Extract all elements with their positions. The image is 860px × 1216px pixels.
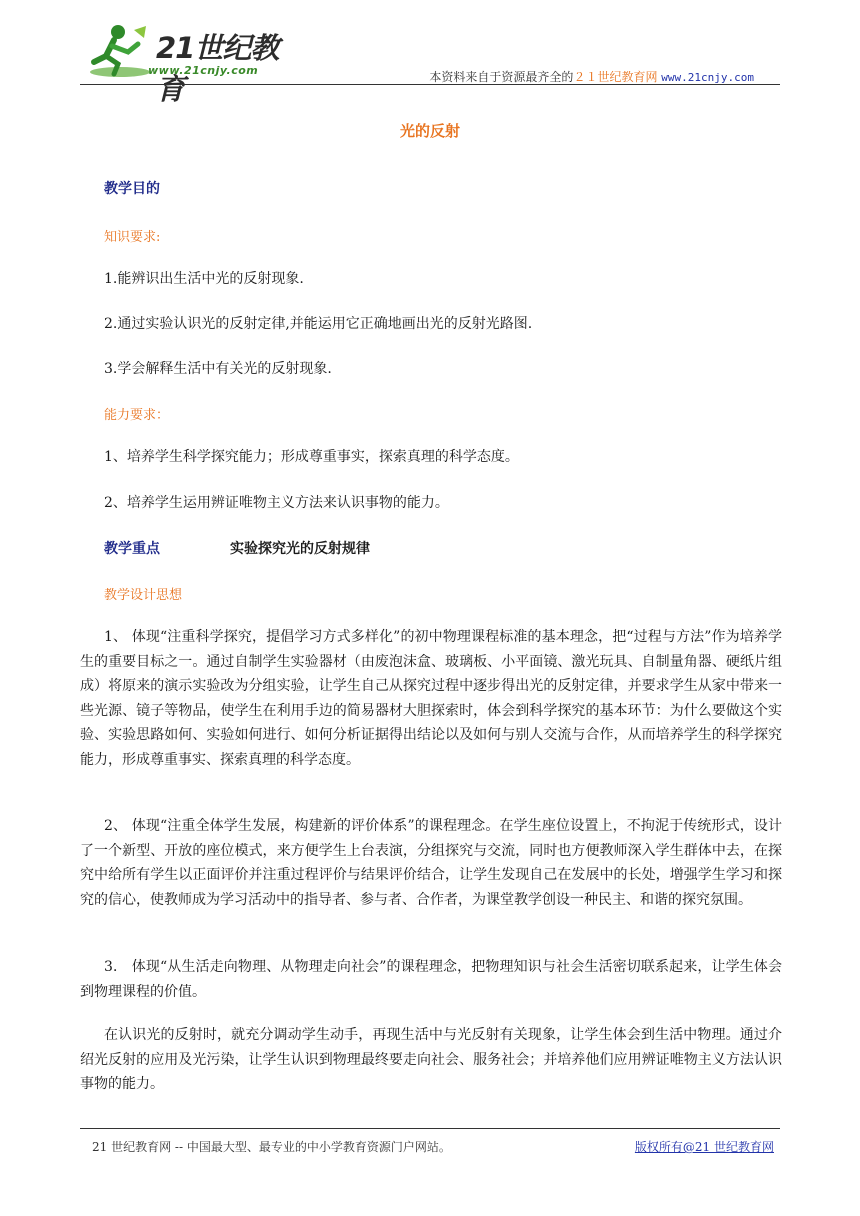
knowledge-item: 3.学会解释生活中有关光的反射现象. [104,361,332,377]
header-divider [80,84,780,85]
ability-heading: 能力要求： [104,408,170,423]
runner-logo-icon [84,22,154,82]
footer-text: 21 世纪教育网 -- 中国最大型、最专业的中小学教育资源门户网站。 [92,1140,451,1154]
footer-divider [80,1128,780,1129]
goal-heading: 教学目的 [104,181,160,197]
header-note-brand[interactable]: ２１世纪教育网 [573,70,658,84]
page-header [80,18,780,106]
knowledge-item: 1.能辨识出生活中光的反射现象. [104,271,304,287]
design-heading: 教学设计思想 [104,588,183,603]
logo-url: www.21cnjy.com [148,64,259,77]
focus-label: 教学重点 [104,541,160,557]
logo-text: 21世纪教育 [156,31,279,106]
header-note-url[interactable]: www.21cnjy.com [661,71,754,84]
copyright-link[interactable]: 版权所有@21 世纪教育网 [634,1140,774,1154]
design-paragraph: 3． 体现“从生活走向物理、从物理走向社会”的课程理念，把物理知识与社会生活密切联系起来，让学生体会到物理课程的价值。 [80,959,782,1000]
site-logo[interactable] [84,22,284,106]
header-note [429,68,754,85]
page-title: 光的反射 [399,122,460,140]
design-paragraph: 2、 体现“注重全体学生发展，构建新的评价体系”的课程理念。在学生座位设置上，不拘泥于传统形式，设计了一个新型、开放的座位模式，来方便学生上台表演，分组探究与交流，同时也方便教师深入学生群体中去，在探究中给所有学生以正面评价并注重过程评价与结果评价结合，让学生发现自己在发展中的长处，增强学生学习和探究的信心，使教师成为学习活动中的指导者、参与者、合作者，为课堂教学创设一种民主、和谐的探究氛围。 [80,818,782,908]
header-note-prefix: 本资料来自于资源最齐全的 [429,70,574,84]
design-paragraph: 在认识光的反射时，就充分调动学生动手，再现生活中与光反射有关现象，让学生体会到生活中物理。通过介绍光反射的应用及光污染，让学生认识到物理最终要走向社会、服务社会；并培养他们应用辨证唯物主义方法认识事物的能力。 [80,1027,782,1092]
ability-item: 2、培养学生运用辨证唯物主义方法来认识事物的能力。 [104,495,449,511]
knowledge-item: 2.通过实验认识光的反射定律,并能运用它正确地画出光的反射光路图. [104,316,533,332]
design-paragraph: 1、 体现“注重科学探究，提倡学习方式多样化”的初中物理课程标准的基本理念，把“过程与方法”作为培养学生的重要目标之一。通过自制学生实验器材（由废泡沫盒、玻璃板、小平面镜、激光玩具、自制量角器、硬纸片组成）将原来的演示实验改为分组实验，让学生自己从探究过程中逐步得出光的反射定律，并要求学生从家中带来一些光源、镜子等物品，使学生在利用手边的简易器材大胆探索时，体会到科学探究的基本环节：为什么要做这个实验、实验思路如何、实验如何进行、如何分析证据得出结论以及如何与别人交流与合作，从而培养学生的科学探究能力，形成尊重事实、探索真理的科学态度。 [80,629,782,768]
knowledge-heading: 知识要求: [104,230,161,245]
focus-value: 实验探究光的反射规律 [230,541,370,557]
ability-item: 1、培养学生科学探究能力；形成尊重事实，探索真理的科学态度。 [104,449,519,465]
